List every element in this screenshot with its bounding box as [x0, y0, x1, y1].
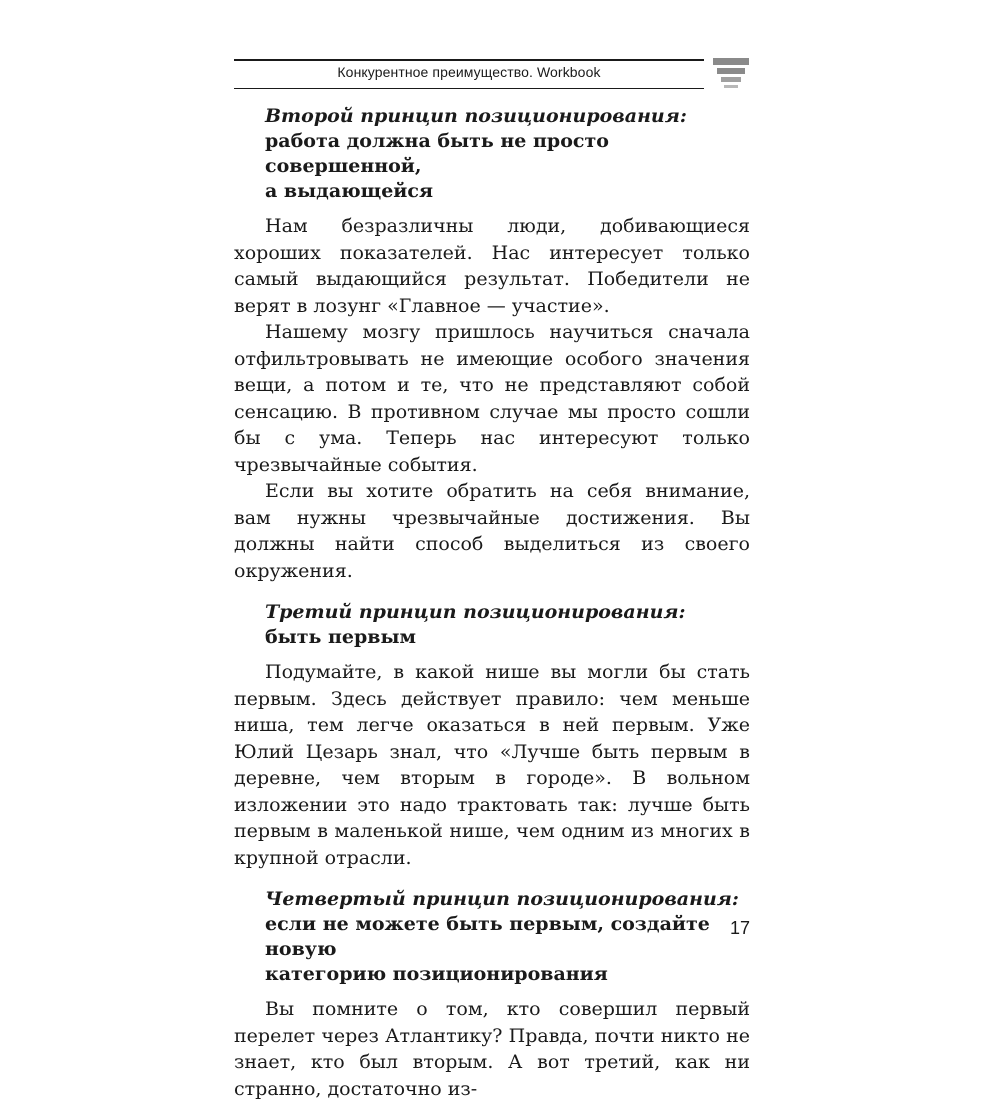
- running-header-title: Конкурентное преимущество. Workbook: [337, 64, 601, 80]
- section-heading-fourth-principle: [265, 887, 750, 987]
- paragraph: Вы помните о том, кто совершил первый перелет через Атлантику? Правда, почти никто не знает, кто был вторым. А вот третий, как ни странно, достаточно из-: [234, 998, 750, 1100]
- heading-italic: Второй принцип позиционирования:: [265, 105, 687, 127]
- paragraph: Нам безразличны люди, добивающиеся хороших показателей. Нас интересует только самый выдающийся результат. Победители не верят в лозунг «Главное — участие».: [234, 215, 750, 317]
- section-heading-third-principle: [265, 600, 750, 650]
- book-tab-icon: [713, 58, 749, 92]
- heading-bold-line: категорию позиционирования: [265, 963, 608, 985]
- heading-bold-line: если не можете быть первым, создайте новую: [265, 913, 710, 960]
- heading-bold-line: а выдающейся: [265, 180, 433, 202]
- page-content: [234, 104, 750, 1102]
- heading-italic: Третий принцип позиционирования:: [265, 601, 686, 623]
- paragraph: Подумайте, в какой нише вы могли бы стать первым. Здесь действует правило: чем меньше ниша, тем легче оказаться в ней первым. Уже Юлий Цезарь знал, что «Лучше быть первым в деревне, чем вторым в городе». В вольном изложении это надо трактовать так: лучше быть первым в маленькой нише, чем одним из многих в крупной отрасли.: [234, 661, 750, 869]
- paragraph: Нашему мозгу пришлось научиться сначала отфильтровывать не имеющие особого значения вещи, а потом и те, что не представляют собой сенсацию. В противном случае мы просто сошли бы с ума. Теперь нас интересуют только чрезвычайные события.: [234, 321, 750, 476]
- heading-bold-line: работа должна быть не просто совершенной,: [265, 130, 609, 177]
- heading-bold-line: быть первым: [265, 626, 417, 648]
- header-top-rule: [234, 59, 704, 61]
- page-number: 17: [729, 918, 750, 938]
- header-bottom-rule: [234, 88, 704, 89]
- paragraph: Если вы хотите обратить на себя внимание, вам нужны чрезвычайные достижения. Вы должны найти способ выделиться из своего окружения.: [234, 480, 750, 582]
- section-heading-second-principle: [265, 104, 750, 204]
- heading-italic: Четвертый принцип позиционирования:: [265, 888, 739, 910]
